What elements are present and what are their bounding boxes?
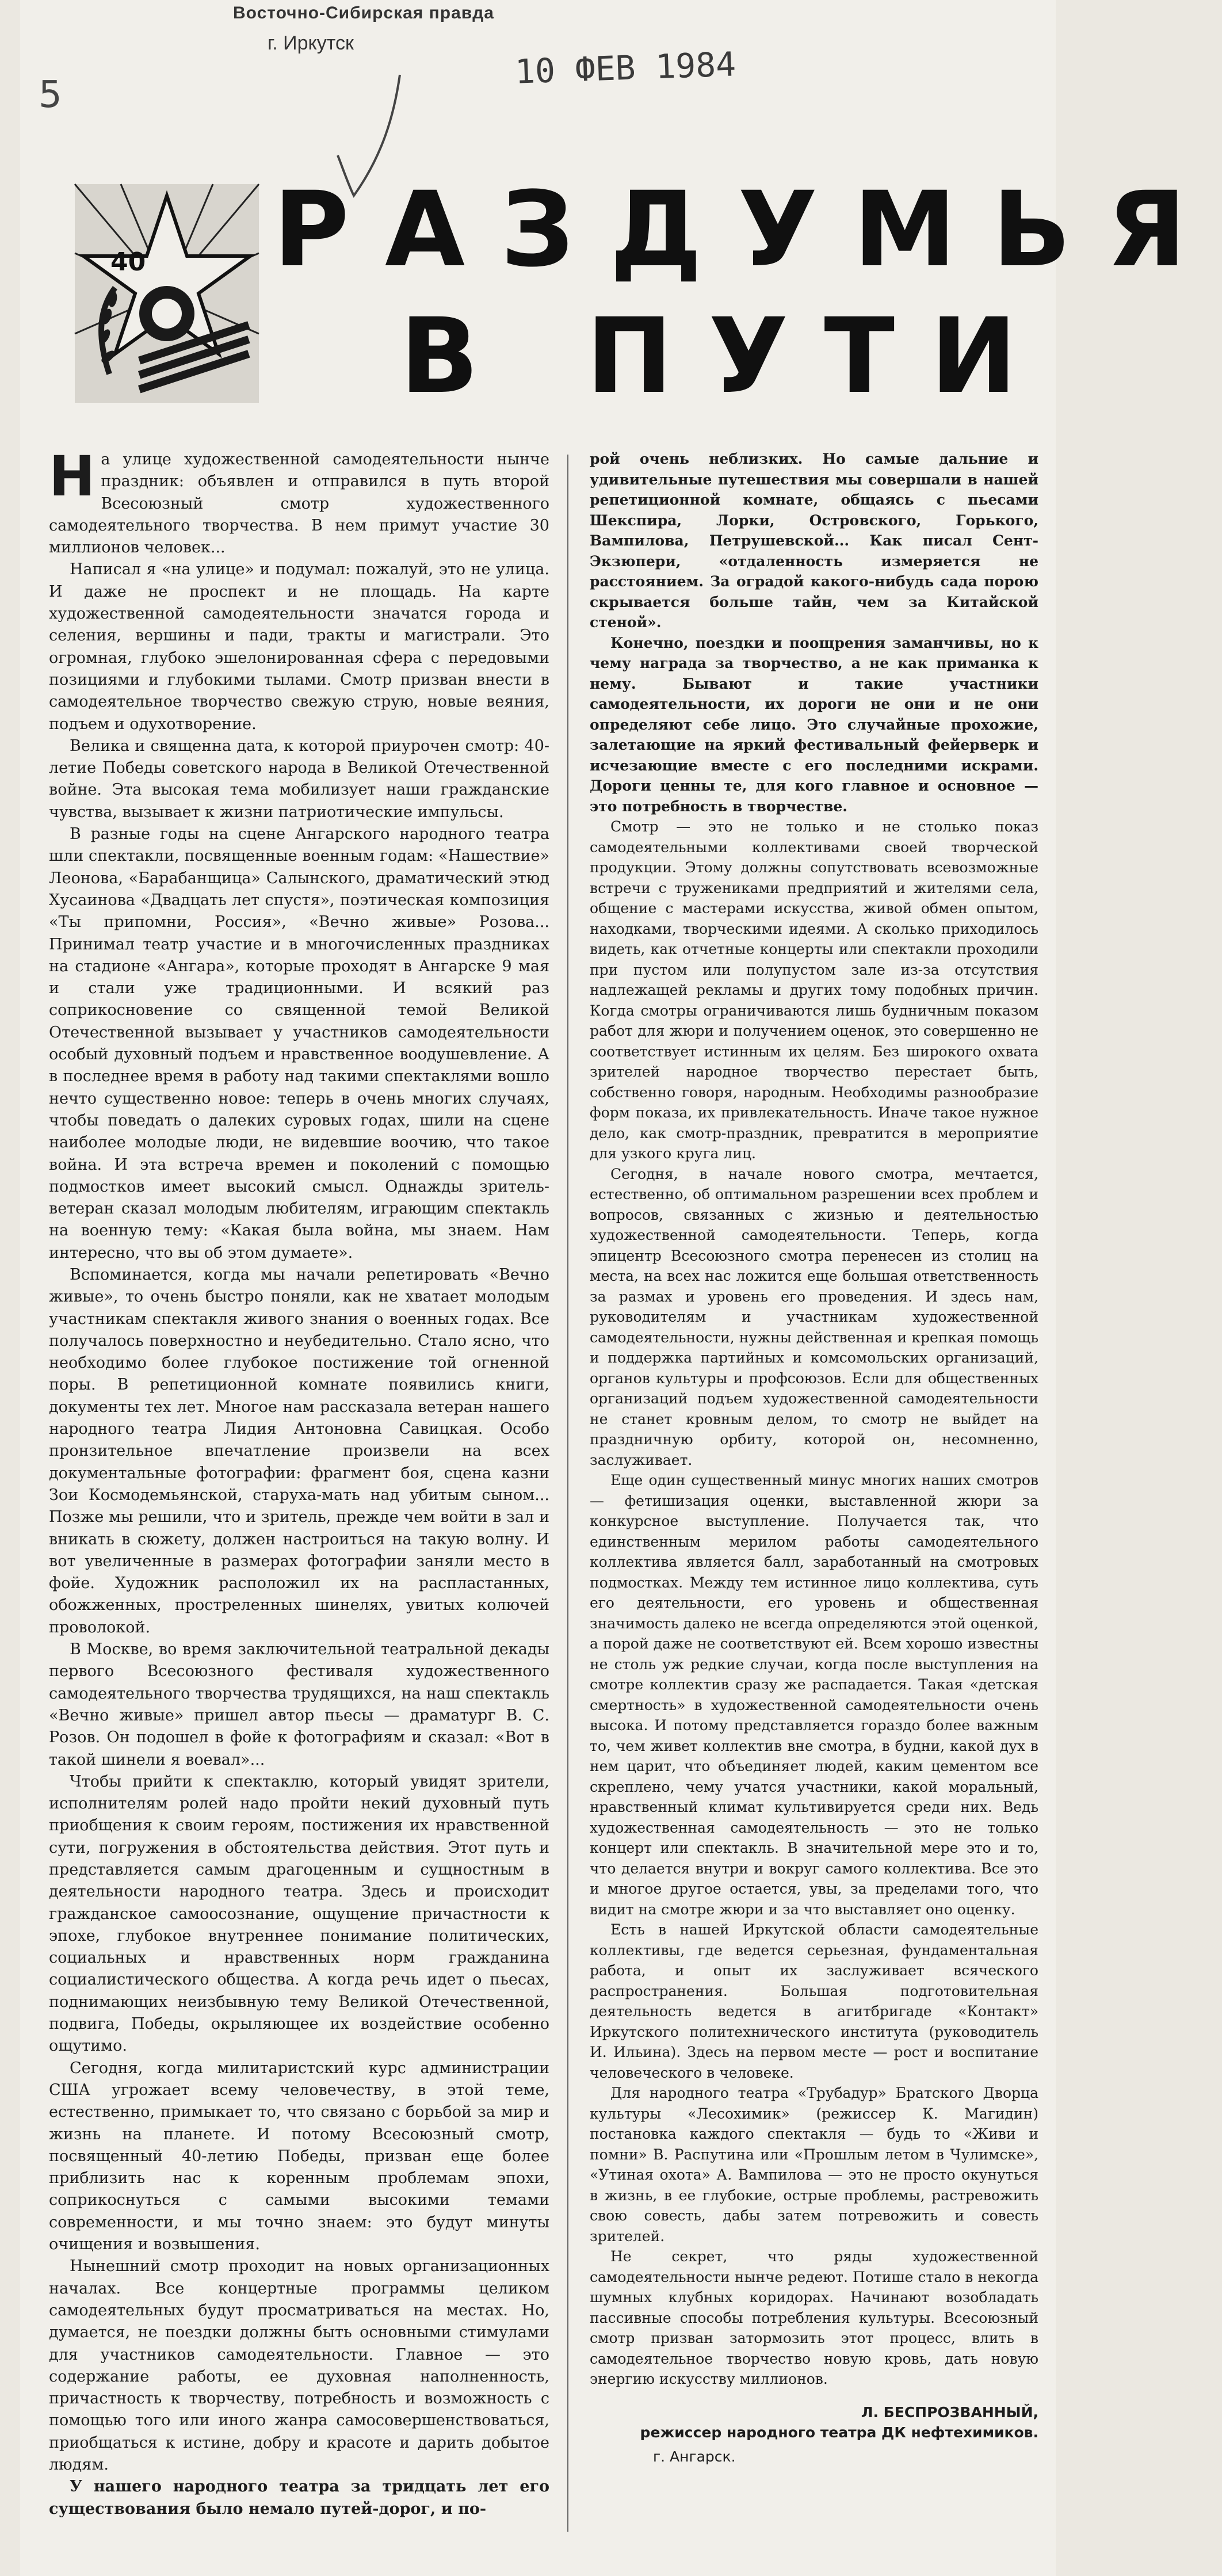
article-paragraph-bold: Конечно, поездки и поощрения заманчивы, но к чему награда за творчество, а не как приманка к нему. Бывают и такие участники самодеятельности, их дороги не они и не они определяют себе лицо. Это случайные прохожие, залетающие на яркий фестивальный фейерверк и исчезающие вместе с его последними искрами. Дороги ценны те, для кого главное и основное — это потребность в творчестве.	[590, 634, 1038, 815]
author-role: режиссер народного театра ДК нефтехимиков.	[640, 2424, 1038, 2441]
newspaper-clipping	[20, 0, 1222, 2576]
article-paragraph: Вспоминается, когда мы начали репетировать «Вечно живые», то очень быстро поняли, как не хватает молодым участникам спектакля живого знания о военных годах. Все получалось поверхностно и неубедительно. Стало ясно, что необходимо более глубокое постижение той огненной поры. В репетиционной комнате появились книги, документы тех лет. Многое нам рассказала ветеран нашего народного театра Лидия Антоновна Савицкая. Особо пронзительное впечатление произвели на всех документальные фотографии: фрагмент боя, сцена казни Зои Космодемьянской, старуха-мать над убитым сыном... Позже мы решили, что и зритель, прежде чем войти в зал и вникать в сюжету, должен настроиться на такую волну. И вот увеличенные в размерах фотографии заняли место в фойе. Художник расположил их на распластанных, обожженных, простреленных шинелях, увитых колючей проволокой.	[49, 1265, 549, 1636]
article-paragraph: Нынешний смотр проходит на новых организационных началах. Все концертные программы целиком самодеятельных будут просматриваться на местах. Но, думается, не поездки должны быть основными стимулами для участников самодеятельности. Главное — это содержание работы, ее духовная наполненность, причастность к творчеству, потребность и возможность с помощью того или иного жанра самосовершенствоваться, приобщаться к истине, добру и красоте и дарить добытое людям.	[49, 2257, 549, 2474]
source-stamp: Восточно-Сибирская правда	[233, 3, 494, 22]
article-paragraph: Велика и священна дата, к которой приурочен смотр: 40-летие Победы советского народа в Великой Отечественной войне. Эта высокая тема мобилизует наши гражданские чувства, вызывает к жизни патриотические импульсы.	[49, 736, 549, 821]
drop-cap: Н	[49, 444, 96, 509]
author-name: Л. БЕСПРОЗВАННЫЙ,	[861, 2403, 1038, 2421]
column-divider	[567, 455, 568, 2532]
article-paragraph: Для народного театра «Трубадур» Братского Дворца культуры «Лесохимик» (режиссер К. Магидин) постановка каждого спектакля — будь то «Живи и помни» В. Распутина или «Прошлым летом в Чулимске», «Утиная охота» А. Вампилова — это не просто окунуться в жизнь, в ее глубокие, острые проблемы, растревожить свою совесть, дабы затем потревожить и совесть зрителей.	[590, 2085, 1038, 2245]
article-paragraph: Еще один существенный минус многих наших смотров — фетишизация оценки, выставленной жюри за конкурсное выступление. Получается так, что единственным мерилом работы самодеятельного коллектива является балл, заработанный на смотровых подмостках. Между тем истинное лицо коллектива, суть его деятельности, его уровень и общественная значимость далеко не всегда определяются этой оценкой, а порой даже не соответствуют ей. Всем хорошо известны не столь уж редкие случаи, когда после выступления на смотре коллектив сразу же распадается. Такая «детская смертность» в художественной самодеятельности очень высока. И потому представляется гораздо более важным то, чем живет коллектив вне смотра, в будни, какой дух в нем царит, что объединяет людей, каким цементом все скреплено, чему учатся участники, какой моральный, нравственный климат культивируется среди них. Ведь художественная самодеятельность — это не только концерт или спектакль. В значительной мере это и то, что делается внутри и вокруг самого коллектива. Все это и многое другое остается, увы, за пределами того, что видит на смотре жюри и за что выставляет оно оценку.	[590, 1472, 1038, 1918]
headline-line-1: РАЗДУМЬЯ	[273, 170, 1222, 290]
article-paragraph: Сегодня, в начале нового смотра, мечтается, естественно, об оптимальном разрешении всех проблем и вопросов, связанных с жизнью и деятельностью художественной самодеятельности. Теперь, когда эпицентр Всесоюзного смотра перенесен из столиц на места, на всех нас ложится еще большая ответственность за размах и уровень его проведения. И здесь нам, руководителям и участникам художественной самодеятельности, нужны действенная и крепкая помощь и поддержка партийных и комсомольских организаций, органов культуры и профсоюзов. Если для общественных организаций подъем художественной самодеятельности не станет кровным делом, то смотр не выйдет на праздничную орбиту, которой он, несомненно, заслуживает.	[590, 1165, 1038, 1468]
date-stamp: 10 ФЕВ 1984	[514, 44, 737, 91]
article-paragraph: Написал я «на улице» и подумал: пожалуй, это не улица. И даже не проспект и не площадь. На карте художественной самодеятельности значатся города и селения, вершины и пади, тракты и магистрали. Это огромная, глубоко эшелонированная сфера с передовыми позициями и глубокими тылами. Смотр призван внести в самодеятельное творчество свежую струю, новые веяния, подъем и одухотворение.	[49, 560, 549, 733]
article-paragraph: На улице художественной самодеятельности нынче праздник: объявлен и отправился в путь второй Всесоюзный смотр художественного самодеятельного творчества. В нем примут участие 30 миллионов человек...	[49, 444, 549, 557]
article-column-left	[49, 444, 549, 2520]
article-paragraph: В разные годы на сцене Ангарского народного театра шли спектакли, посвященные военным годам: «Нашествие» Леонова, «Барабанщица» Салынского, драматический этюд Хусаинова «Двадцать лет спустя», поэтическая композиция «Ты припомни, Россия», «Вечно живые» Розова... Принимал театр участие и в многочисленных праздниках на стадионе «Ангара», которые проходят в Ангарске 9 мая и стали уже традиционными. И всякий раз соприкосновение со священной темой Великой Отечественной вызывает у участников самодеятельности особый духовный подъем и нравственное воодушевление. А в последнее время в работу над такими спектаклями вошло нечто существенно новое: теперь в очень многих случаях, чтобы поведать о далеких суровых годах, шили на сцене наиболее молодые люди, не видевшие воочию, что такое война. И эта встреча времен и поколений с помощью подмостков имеет высокий смысл. Однажды зритель-ветеран сказал молодым любителям, играющим спектакль на военную тему: «Какая была война, мы знаем. Нам интересно, что вы об этом думаете».	[49, 825, 549, 1262]
article-column-right	[590, 449, 1038, 2467]
article-paragraph: Сегодня, когда милитаристский курс администрации США угрожает всему человечеству, в этой теме, естественно, примыкает то, что связано с борьбой за мир и жизнь на планете. И потому Всесоюзный смотр, посвященный 40-летию Победы, призван еще более приблизить нас к коренным проблемам эпохи, соприкоснуться с самыми высокими темами современности, и мы точно знаем: это будут минуты очищения и возвышения.	[49, 2059, 549, 2254]
handwritten-page-number: 5	[39, 74, 62, 116]
article-paragraph: Есть в нашей Иркутской области самодеятельные коллективы, где ведется серьезная, фундаментальная работа, и опыт их заслуживает всяческого распространения. Большая подготовительная деятельность ведется в агитбригаде «Контакт» Иркутского политехнического института (руководитель И. Ильина). Здесь на первом месте — рост и воспитание человеческого в человеке.	[590, 1921, 1038, 2081]
article-paragraph-bold: рой очень неблизких. Но самые дальние и удивительные путешествия мы совершали в нашей репетиционной комнате, общаясь с пьесами Шекспира, Лорки, Островского, Горького, Вампилова, Петрушевской... Как писал Сент-Экзюпери, «отдаленность измеряется не расстоянием. За оградой какого-нибудь сада порою скрывается больше тайн, чем за Китайской стеной».	[590, 451, 1038, 631]
article-paragraph: В Москве, во время заключительной театральной декады первого Всесоюзного фестиваля художественного самодеятельного творчества трудящихся, на наш спектакль «Вечно живые» пришел автор пьесы — драматург В. С. Розов. Он подошел в фойе к фотографиям и сказал: «Вот в такой шинели я воевал»...	[49, 1640, 549, 1769]
victory-star-emblem-icon	[75, 184, 259, 403]
city-stamp: г. Иркутск	[268, 32, 354, 54]
article-paragraph-bold: У нашего народного театра за тридцать лет его существования было немало путей-дорог, и по-	[49, 2478, 549, 2518]
article-paragraph: Не секрет, что ряды художественной самодеятельности нынче редеют. Потише стало в некогда шумных клубных коридорах. Начинают возобладать пассивные способы потребления культуры. Всесоюзный смотр призван затормозить этот процесс, влить в самодеятельное творчество новую кровь, дать новую энергию искусству миллионов.	[590, 2248, 1038, 2387]
article-paragraph: Чтобы прийти к спектаклю, который увидят зрители, исполнителям ролей надо пройти некий духовный путь приобщения к своим героям, постижения их нравственной сути, погружения в обстоятельства действия. Этот путь и представляется самым драгоценным и сущностным в деятельности народного театра. Здесь и происходит гражданское самоосознание, ощущение причастности к эпохе, глубокое внутреннее понимание политических, социальных и нравственных норм гражданина социалистического общества. А когда речь идет о пьесах, поднимающих неизбывную тему Великой Отечественной, подвига, Победы, окрыляющее их воздействие особенно ощутимо.	[49, 1772, 549, 2055]
author-city: г. Ангарск.	[653, 2448, 736, 2465]
emblem-number: 40	[110, 247, 146, 277]
article-paragraph: Смотр — это не только и не столько показ самодеятельными коллективами своей творческой продукции. Этому должны сопутствовать всевозможные встречи с тружениками предприятий и жителями села, общение с мастерами искусства, живой обмен опытом, находками, творческими идеями. А сколько приходилось видеть, как отчетные концерты или спектакли проходили при пустом или полупустом зале из-за отсутствия надлежащей рекламы и других тому подобных причин. Когда смотры ограничиваются лишь будничным показом работ для жюри и получением оценок, это совершенно не соответствует истинным их целям. Без широкого охвата зрителей народное творчество перестает быть, собственно говоря, народным. Необходимы разнообразие форм показа, их привлекательность. Иначе такое нужное дело, как смотр-праздник, превратится в мероприятие для узкого круга лиц.	[590, 818, 1038, 1162]
headline-line-2: В ПУТИ	[400, 296, 1053, 417]
